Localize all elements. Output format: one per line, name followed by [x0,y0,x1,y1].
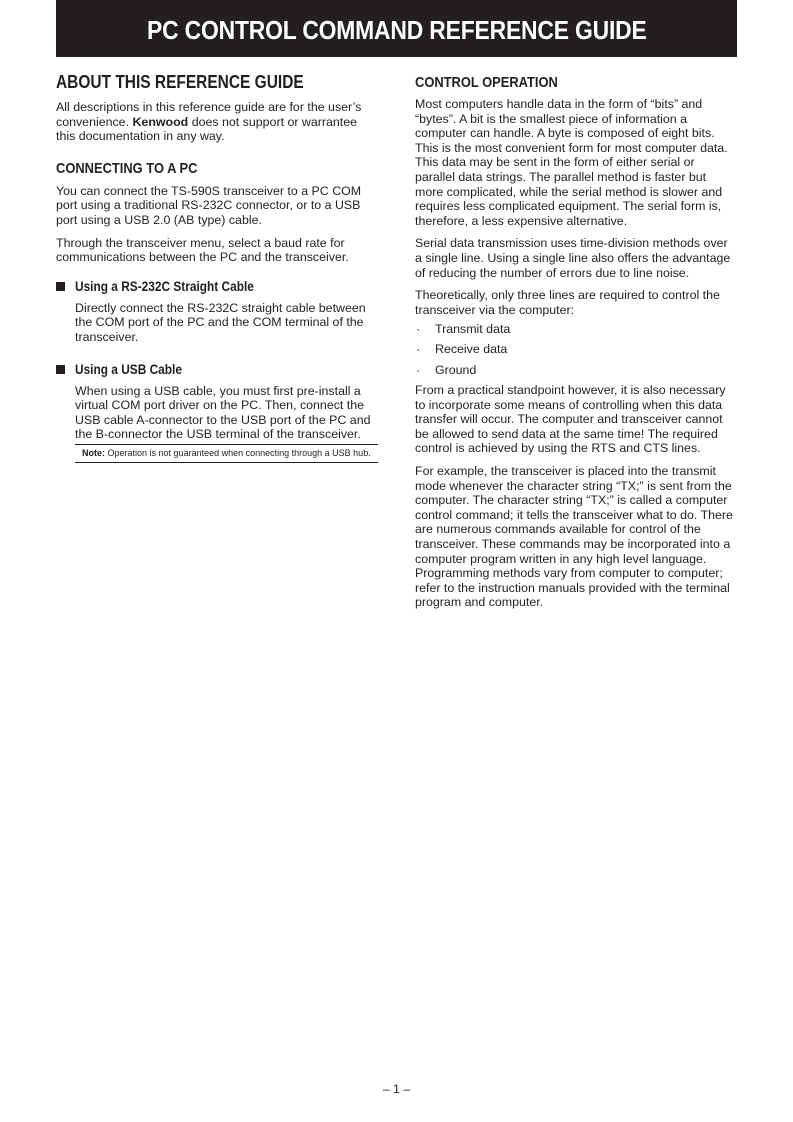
control-paragraph-3: Theoretically, only three lines are required to control the transceiver via the computer: [415,288,720,317]
usb-paragraph: When using a USB cable, you must first pre-install a virtual COM port driver on the PC. Then, connect the USB cable A-connector to the USB port of the PC and the B-connector the USB terminal of the transceiver. [75,383,371,442]
about-heading: ABOUT THIS REFERENCE GUIDE [56,72,304,92]
square-bullet-icon [56,282,65,291]
note-text: Operation is not guaranteed when connecting through a USB hub. [107,447,371,458]
list-item: · Ground [416,362,477,377]
about-paragraph [56,100,378,144]
connecting-paragraph-2: Through the transceiver menu, select a baud rate for communications between the PC and the transceiver. [56,235,349,265]
rs232-heading-text: Using a RS-232C Straight Cable [75,278,254,294]
usb-heading [56,362,378,377]
control-paragraph-5: For example, the transceiver is placed into the transmit mode whenever the character string “TX;” is sent from the computer. The character string “TX;” is called a computer control command; it tells the transceiver what to do. There are numerous commands available for control of the transceiver. These commands may be incorporated into a computer program written in any high level language. Programming methods vary from computer to computer; refer to the instruction manuals provided with the terminal program and computer. [415,464,733,610]
left-column [56,68,378,463]
about-text-after: does not support or warrantee this documentation in any way. [56,114,358,144]
usb-note [75,444,378,464]
about-text-before: All descriptions in this reference guide are for the user’s convenience. [56,100,362,129]
square-bullet-icon [56,365,65,374]
required-lines-list [415,322,737,377]
control-paragraph-4: From a practical standpoint however, it is also necessary to incorporate some means of controlling when this data transfer will occur. The computer and transceiver cannot be allowed to send data at the same time! The required control is achieved by using the RTS and CTS lines. [415,383,726,456]
list-item: · Transmit data [416,322,511,337]
right-column [415,68,737,618]
control-paragraph-2: Serial data transmission uses time-division methods over a single line. Using a single line also offers the advantage of reducing the number of errors due to line noise. [415,236,731,280]
usb-heading-text: Using a USB Cable [75,361,182,377]
rs232-heading [56,279,378,294]
note-label: Note: [82,447,105,458]
page-number: – 1 – [382,1082,411,1096]
control-heading: CONTROL OPERATION [415,74,558,91]
page-title: PC CONTROL COMMAND REFERENCE GUIDE [146,15,647,45]
connecting-heading: CONNECTING TO A PC [56,159,198,177]
page-title-bar [56,0,737,57]
brand-name: Kenwood [132,114,189,129]
control-paragraph-1: Most computers handle data in the form of “bits” and “bytes”. A bit is the smallest piece of information a computer can handle. A byte is composed of eight bits. This is the most convenient form for most computer data. This data may be sent in the form of either serial or parallel data strings. The parallel method is faster but more complicated, while the serial method is slower and requires less complicated equipment. The serial form is, therefore, a less expensive alternative. [415,97,728,228]
list-item: · Receive data [416,342,508,357]
connecting-paragraph-1: You can connect the TS-590S transceiver to a PC COM port using a traditional RS-232C connector, or to a USB port using a USB 2.0 (AB type) cable. [56,183,362,227]
rs232-paragraph: Directly connect the RS-232C straight cable between the COM port of the PC and the COM terminal of the transceiver. [75,300,366,344]
